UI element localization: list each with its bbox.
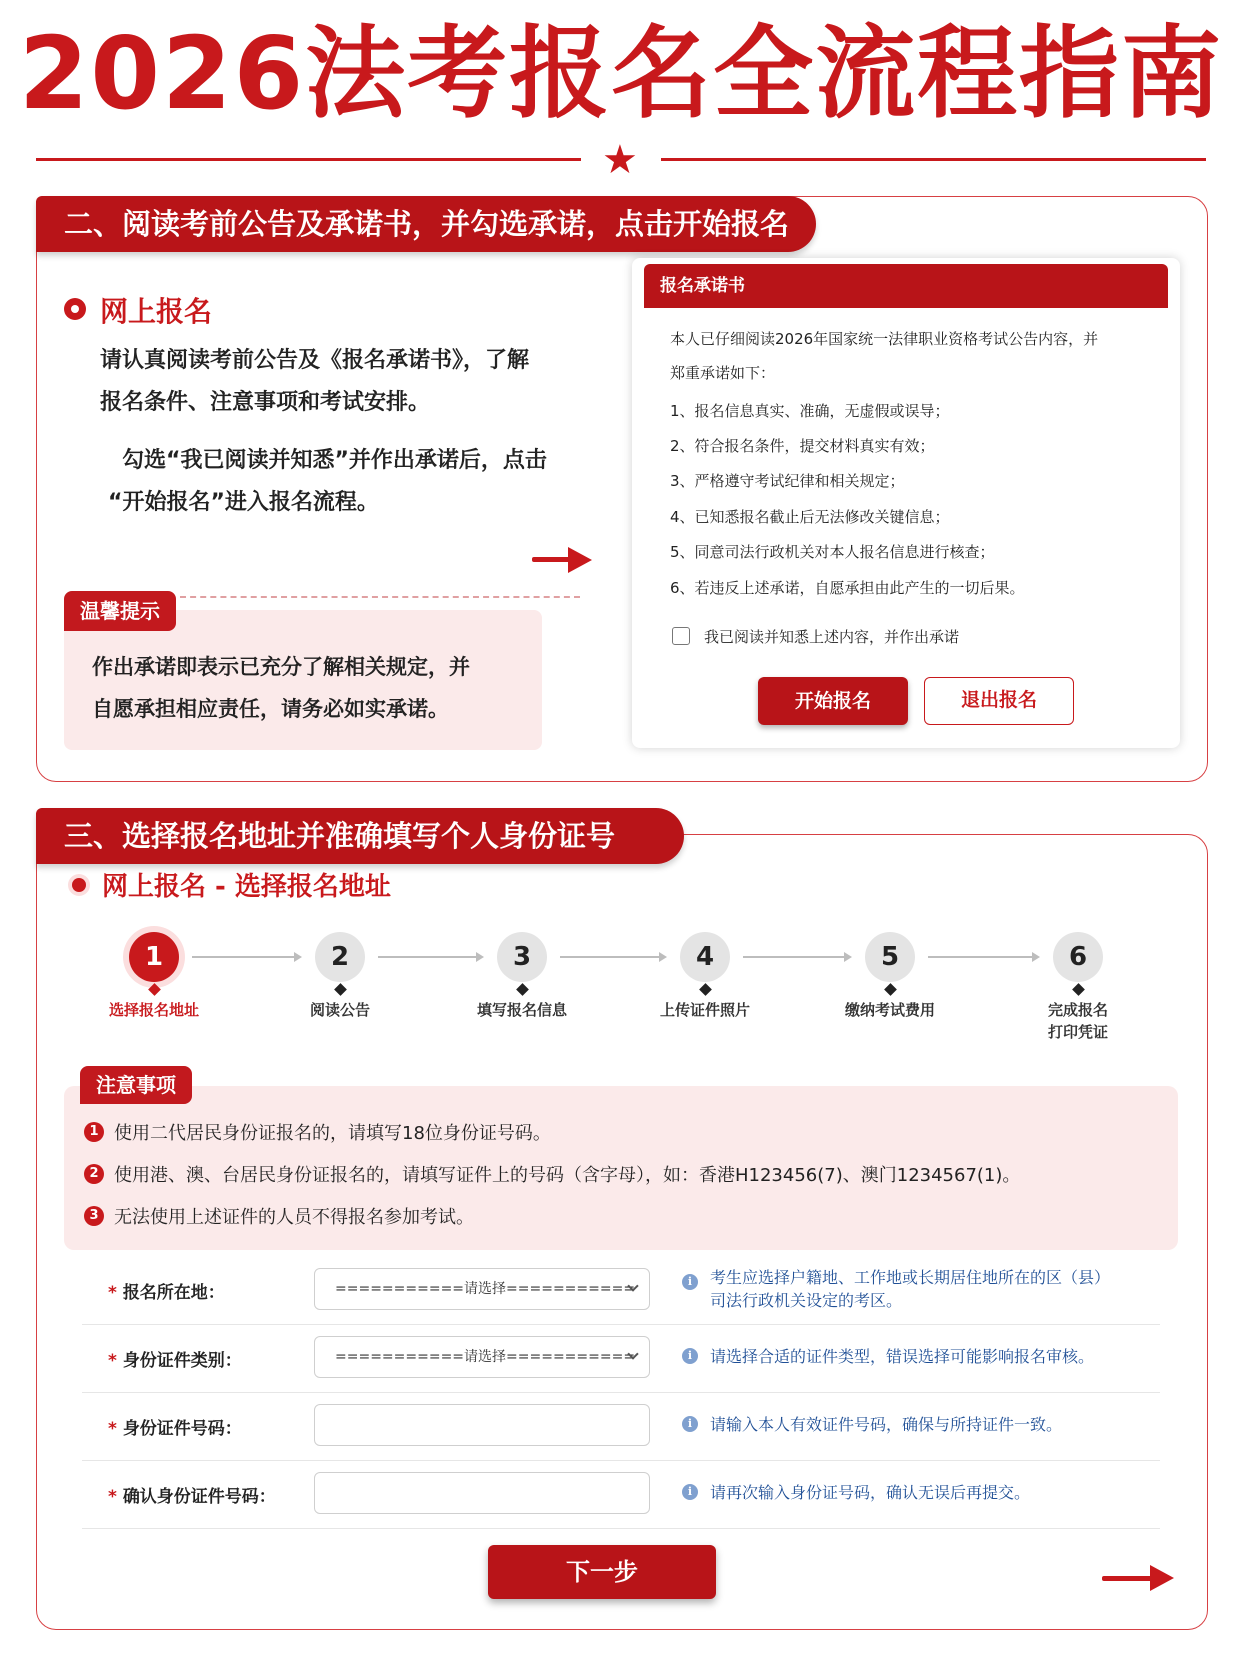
pledge-item: 6、若违反上述承诺，自愿承担由此产生的一切后果。	[670, 579, 1025, 597]
next-step-button[interactable]: 下一步	[488, 1545, 716, 1599]
row-divider	[82, 1528, 1160, 1529]
row-divider	[82, 1392, 1160, 1393]
pledge-dialog-header: 报名承诺书	[644, 264, 1168, 308]
label-text: 报名所在地：	[122, 1283, 225, 1303]
step-arrow-icon	[476, 952, 484, 962]
pledge-intro-line1: 本人已仔细阅读2026年国家统一法律职业资格考试公告内容，并	[670, 330, 1099, 348]
required-mark: *	[108, 1283, 117, 1303]
id-number-input[interactable]	[314, 1404, 650, 1446]
step-6-circle: 6	[1053, 932, 1103, 982]
form-hint	[710, 1266, 1110, 1312]
label-text: 身份证件号码：	[122, 1419, 242, 1439]
note-number: 2	[84, 1164, 104, 1184]
step-label-line: 阅读公告	[309, 1001, 370, 1019]
row-divider	[82, 1324, 1160, 1325]
pledge-item: 4、已知悉报名截止后无法修改关键信息；	[670, 508, 950, 526]
para2-line2: “开始报名”进入报名流程。	[108, 490, 379, 515]
select-value: ===========请选择===========	[335, 1349, 636, 1365]
pledge-item: 2、符合报名条件，提交材料真实有效；	[670, 437, 935, 455]
pledge-intro-line2: 郑重承诺如下：	[670, 364, 776, 382]
tip-dashed-divider	[180, 596, 580, 598]
info-icon: i	[682, 1348, 698, 1364]
select-value: ===========请选择===========	[335, 1281, 636, 1297]
id-type-select[interactable]	[314, 1336, 650, 1378]
confirm-id-number-input[interactable]	[314, 1472, 650, 1514]
arrow-right-icon-line	[1102, 1576, 1152, 1581]
tip-text	[92, 646, 532, 730]
region-select[interactable]	[314, 1268, 650, 1310]
section3-heading: 网上报名 - 选择报名地址	[102, 872, 391, 902]
info-icon: i	[682, 1416, 698, 1432]
note-number: 3	[84, 1206, 104, 1226]
arrow-right-icon	[568, 547, 592, 573]
note-text: 使用港、澳、台居民身份证报名的，请填写证件上的号码（含字母），如：香港H123456(7)、澳门1234567(1)。	[114, 1165, 1021, 1186]
step-label-line: 缴纳考试费用	[844, 1001, 935, 1019]
required-mark: *	[108, 1487, 117, 1507]
notes-label: 注意事项	[80, 1066, 192, 1104]
step-2-label	[260, 999, 420, 1021]
required-mark: *	[108, 1419, 117, 1439]
bullet-icon	[72, 878, 86, 892]
tip-line2: 自愿承担相应责任，请务必如实承诺。	[92, 697, 449, 721]
form-label	[108, 1482, 276, 1507]
form-label	[108, 1278, 225, 1303]
step-label-line: 上传证件照片	[659, 1001, 750, 1019]
step-label-line: 完成报名	[1047, 1001, 1108, 1019]
step-arrow-icon	[659, 952, 667, 962]
step-3-circle: 3	[497, 932, 547, 982]
hint-line: 司法行政机关设定的考区。	[710, 1291, 903, 1310]
step-arrow-icon	[1032, 952, 1040, 962]
info-icon: i	[682, 1484, 698, 1500]
title-divider-right	[661, 158, 1206, 161]
start-registration-button[interactable]: 开始报名	[758, 677, 908, 725]
step-label-line: 选择报名地址	[108, 1001, 199, 1019]
section2-banner: 二、阅读考前公告及承诺书，并勾选承诺，点击开始报名	[36, 196, 816, 252]
pledge-item: 3、严格遵守考试纪律和相关规定；	[670, 472, 905, 490]
step-connector	[928, 956, 1032, 958]
step-arrow-icon	[844, 952, 852, 962]
info-icon: i	[682, 1274, 698, 1290]
note-text: 使用二代居民身份证报名的，请填写18位身份证号码。	[114, 1123, 551, 1144]
star-icon: ★	[602, 137, 638, 183]
agree-checkbox-label[interactable]: 我已阅读并知悉上述内容，并作出承诺	[704, 628, 960, 646]
form-label	[108, 1346, 242, 1371]
bullet-icon	[64, 298, 86, 320]
step-connector	[560, 956, 659, 958]
section2-heading: 网上报名	[100, 295, 213, 328]
label-text: 确认身份证件号码：	[122, 1487, 276, 1507]
arrow-right-icon-line	[532, 557, 572, 562]
step-label-line: 填写报名信息	[476, 1001, 567, 1019]
step-2-circle: 2	[315, 932, 365, 982]
label-text: 身份证件类别：	[122, 1351, 242, 1371]
exit-registration-button[interactable]: 退出报名	[924, 677, 1074, 725]
section2-para1	[100, 340, 620, 424]
form-hint: 请输入本人有效证件号码，确保与所持证件一致。	[710, 1415, 1063, 1434]
step-4-circle: 4	[680, 932, 730, 982]
form-hint: 请再次输入身份证号码，确认无误后再提交。	[710, 1483, 1031, 1502]
step-1-circle: 1	[129, 932, 179, 982]
page-title: 2026法考报名全流程指南	[18, 15, 1224, 132]
step-label-line: 打印凭证	[1047, 1023, 1108, 1041]
note-number: 1	[84, 1122, 104, 1142]
step-5-label	[810, 999, 970, 1021]
section2-para2	[108, 440, 628, 524]
form-hint: 请选择合适的证件类型，错误选择可能影响报名审核。	[710, 1347, 1095, 1366]
step-1-label	[74, 999, 234, 1021]
pledge-item: 1、报名信息真实、准确，无虚假或误导；	[670, 402, 950, 420]
step-3-label	[442, 999, 602, 1021]
step-connector	[192, 956, 294, 958]
para1-line2: 报名条件、注意事项和考试安排。	[100, 390, 431, 415]
agree-checkbox[interactable]	[672, 627, 690, 645]
tip-line1: 作出承诺即表示已充分了解相关规定，并	[92, 655, 470, 679]
step-arrow-icon	[294, 952, 302, 962]
note-text: 无法使用上述证件的人员不得报名参加考试。	[114, 1207, 474, 1228]
hint-line: 考生应选择户籍地、工作地或长期居住地所在的区（县）	[710, 1268, 1111, 1287]
required-mark: *	[108, 1351, 117, 1371]
pledge-item: 5、同意司法行政机关对本人报名信息进行核查；	[670, 543, 995, 561]
title-divider-left	[36, 158, 581, 161]
form-label	[108, 1414, 242, 1439]
step-5-circle: 5	[865, 932, 915, 982]
step-connector	[378, 956, 476, 958]
step-4-label	[625, 999, 785, 1021]
section3-banner: 三、选择报名地址并准确填写个人身份证号	[36, 808, 684, 864]
tip-label: 温馨提示	[64, 591, 176, 631]
para2-line1: 勾选“我已阅读并知悉”并作出承诺后，点击	[122, 448, 547, 473]
para1-line1: 请认真阅读考前公告及《报名承诺书》，了解	[100, 348, 530, 373]
row-divider	[82, 1460, 1160, 1461]
step-6-label	[998, 999, 1158, 1043]
arrow-right-icon	[1150, 1565, 1174, 1591]
step-connector	[743, 956, 844, 958]
